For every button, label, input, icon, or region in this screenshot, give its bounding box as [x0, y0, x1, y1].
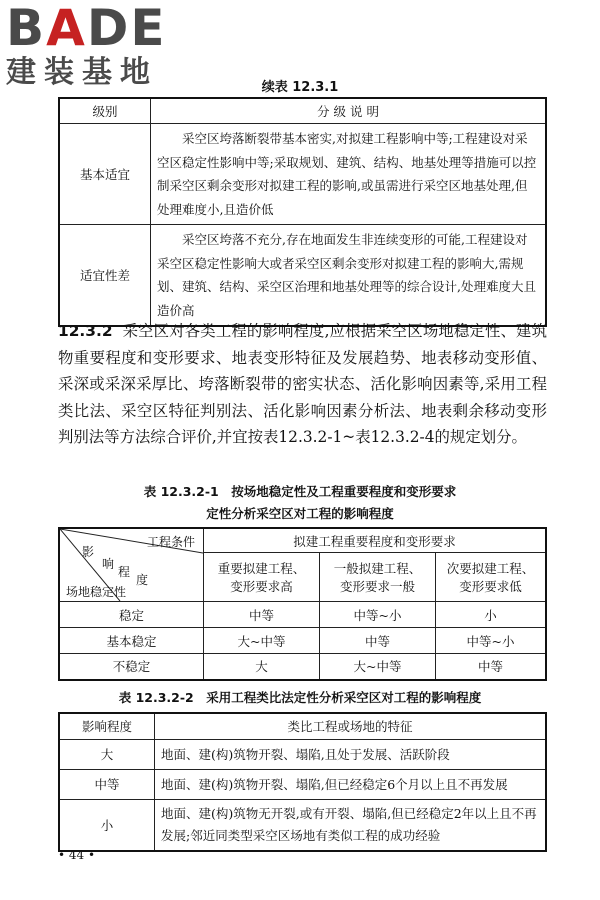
sub-header: 重要拟建工程、 变形要求高: [204, 553, 320, 602]
row-label: 稳定: [59, 602, 204, 628]
row-feature: 地面、建(构)筑物无开裂,或有开裂、塌陷,但已经稳定2年以上且不再发展;邻近同类型采空区场地有类似工程的成功经验: [155, 799, 547, 851]
logo-subtitle: 建装基地: [6, 55, 158, 90]
row-label: 基本稳定: [59, 628, 204, 654]
diag-label-char2: 响: [102, 557, 115, 571]
row-description: 采空区垮落断裂带基本密实,对拟建工程影响中等;工程建设对采空区稳定性影响中等;采取规划、建筑、结构、地基处理等措施可以控制采空区剩余变形对拟建工程的影响,或虽需进行采空区地基处理,但处理难度小,且造价低: [151, 124, 547, 225]
diag-label-stability: 场地稳定性: [66, 585, 127, 599]
table-continued-title: 续表 12.3.1: [261, 80, 339, 95]
row-level: 小: [59, 799, 155, 851]
section-text: 采空区对各类工程的影响程度,应根据采空区场地稳定性、建筑物重要程度和变形要求、地表变形特征及发展趋势、地表移动变形值、采深或采深采厚比、垮落断裂带的密实状态、活化影响因素等,采用工程类比法、采空区特征判别法、活化影响因素分析法、地表剩余移动变形判别法等方法综合评价,并宜按表12.3.2-1~表12.3.2-4的规定划分。: [58, 322, 547, 447]
cell-value: 大~中等: [204, 628, 320, 654]
sub-header: 一般拟建工程、 变形要求一般: [320, 553, 436, 602]
cell-value: 中等: [204, 602, 320, 628]
table-row: [59, 769, 546, 799]
header-impact: 影响程度: [59, 713, 155, 739]
group-header: 拟建工程重要程度和变形要求: [204, 528, 547, 553]
row-label: 不稳定: [59, 654, 204, 680]
row-level: 基本适宜: [59, 124, 151, 225]
cell-value: 大: [204, 654, 320, 680]
cell-value: 中等~小: [320, 602, 436, 628]
cell-value: 中等: [436, 654, 547, 680]
row-feature: 地面、建(构)筑物开裂、塌陷,且处于发展、活跃阶段: [155, 739, 547, 769]
cell-value: 中等~小: [436, 628, 547, 654]
row-level: 中等: [59, 769, 155, 799]
table-header-row: [59, 98, 546, 124]
table-row: [59, 628, 546, 654]
table1-caption-line1: 表 12.3.2-1 按场地稳定性及工程重要程度和变形要求: [143, 484, 457, 499]
table-row: [59, 799, 546, 851]
table1-caption-line2: 定性分析采空区对工程的影响程度: [206, 506, 394, 521]
cell-value: 小: [436, 602, 547, 628]
logo-wordmark: BADE: [6, 0, 167, 57]
diag-label-char1: 影: [82, 545, 95, 559]
diag-label-conditions: 工程条件: [146, 535, 195, 549]
page-number: • 44 •: [58, 848, 96, 862]
cell-value: 大~中等: [320, 654, 436, 680]
sub-header: 次要拟建工程、 变形要求低: [436, 553, 547, 602]
row-description: 采空区垮落不充分,存在地面发生非连续变形的可能,工程建设对采空区稳定性影响大或者采空区剩余变形对拟建工程的影响大,需规划、建筑、结构、采空区治理和地基处理等的综合设计,处理难度大且造价高: [151, 225, 547, 327]
table-row: [59, 602, 546, 628]
section-number: 12.3.2: [58, 322, 113, 340]
section-paragraph: [58, 318, 547, 451]
stability-table: [58, 527, 547, 681]
header-description: 分 级 说 明: [151, 98, 547, 124]
table-header-row: [59, 713, 546, 739]
cell-value: 中等: [320, 628, 436, 654]
header-feature: 类比工程或场地的特征: [155, 713, 547, 739]
table-row: [59, 739, 546, 769]
row-feature: 地面、建(构)筑物开裂、塌陷,但已经稳定6个月以上且不再发展: [155, 769, 547, 799]
header-level: 级别: [59, 98, 151, 124]
diag-label-char3: 程: [118, 565, 131, 579]
table-row: [59, 124, 546, 225]
table2-caption: 表 12.3.2-2 采用工程类比法定性分析采空区对工程的影响程度: [118, 690, 482, 705]
table-row: [59, 225, 546, 327]
continued-table: [58, 97, 547, 327]
table-row: [59, 654, 546, 680]
row-level: 适宜性差: [59, 225, 151, 327]
diag-label-char4: 度: [136, 573, 149, 587]
row-level: 大: [59, 739, 155, 769]
analogy-table: [58, 712, 547, 852]
diagonal-header-cell: [59, 528, 204, 602]
